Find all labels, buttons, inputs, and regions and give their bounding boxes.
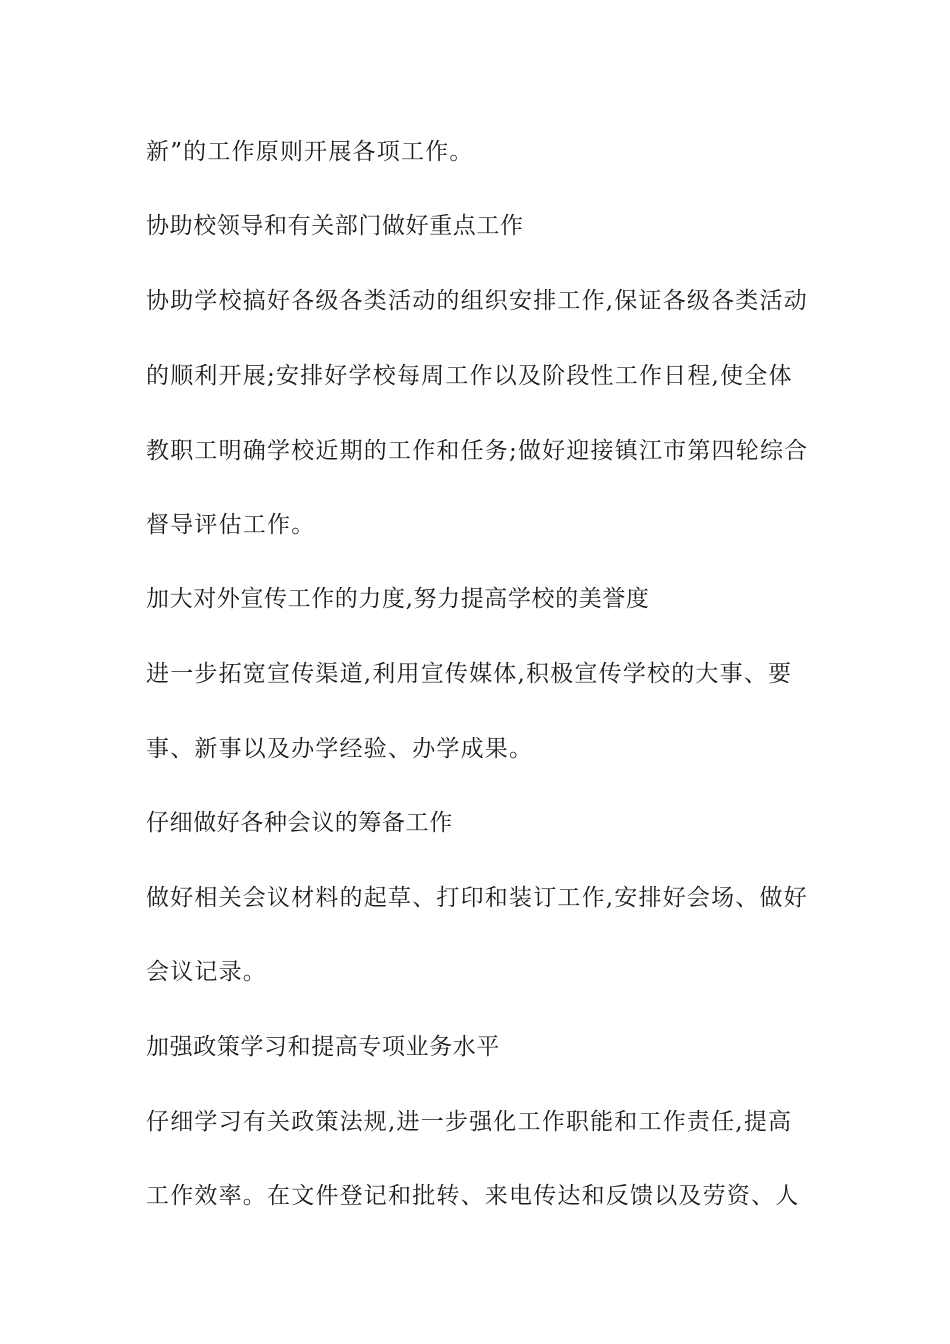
body-text-line: 协助学校搞好各级各类活动的组织安排工作,保证各级各类活动: [146, 288, 808, 314]
body-text-line: 会议记录。: [146, 959, 267, 985]
body-text-line: 督导评估工作。: [146, 512, 316, 538]
body-text-line: 事、新事以及办学经验、办学成果。: [146, 736, 534, 762]
section-heading: 加大对外宣传工作的力度,努力提高学校的美誉度: [146, 586, 650, 612]
body-text-line: 进一步拓宽宣传渠道,利用宣传媒体,积极宣传学校的大事、要: [146, 661, 793, 687]
body-text-line: 教职工明确学校近期的工作和任务;做好迎接镇江市第四轮综合: [146, 438, 809, 464]
body-text-line: 的顺利开展;安排好学校每周工作以及阶段性工作日程,使全体: [146, 363, 793, 389]
section-heading: 协助校领导和有关部门做好重点工作: [146, 213, 524, 239]
body-text-line: 仔细学习有关政策法规,进一步强化工作职能和工作责任,提高: [146, 1109, 793, 1135]
body-text-line: 做好相关会议材料的起草、打印和装订工作,安排好会场、做好: [146, 885, 808, 911]
section-heading: 仔细做好各种会议的筹备工作: [146, 810, 453, 836]
body-text-line: 工作效率。在文件登记和批转、来电传达和反馈以及劳资、人: [146, 1183, 800, 1209]
body-text-line: 新”的工作原则开展各项工作。: [146, 139, 474, 165]
section-heading: 加强政策学习和提高专项业务水平: [146, 1034, 500, 1060]
